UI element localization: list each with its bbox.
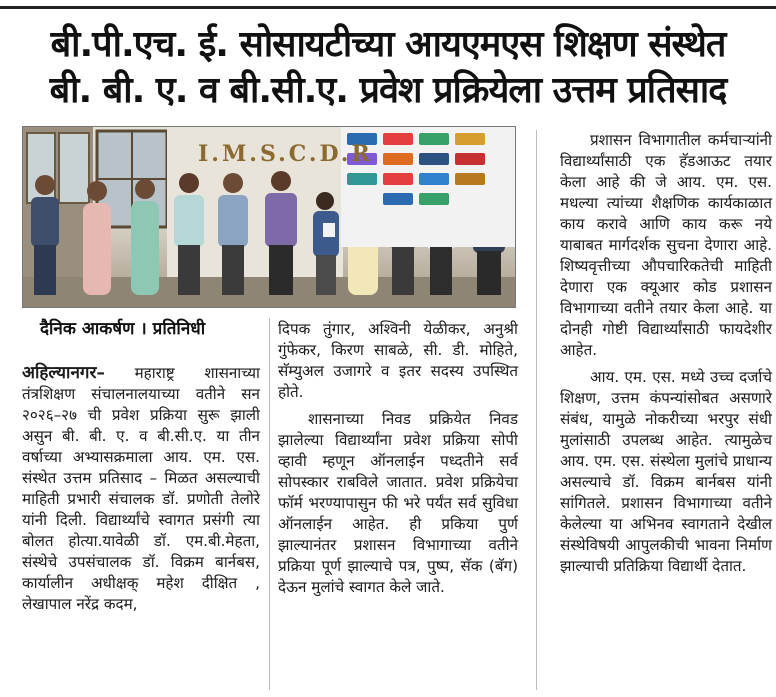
dateline: अहिल्यानगर–: [22, 363, 105, 383]
article-column-3: [560, 130, 772, 577]
column-divider: [269, 318, 270, 690]
column-1-text: महाराष्ट्र शासनाच्या तंत्रशिक्षण संचालनालयाच्या वतीने सन २०२६–२७ ची प्रवेश प्रक्रिया सुरू झाली असुन बी. बी. ए. व बी.सी.ए. या तीन वर्षाच्या अभ्यासक्रमाला आय. एम. एस. संस्थेत उत्तम प्रतिसाद – मिळत असल्याची माहिती प्रभारी संचालक डॉ. प्रणोती तेलोरे यांनी दिली. विद्यार्थ्यांचे स्वागत प्रसंगी त्या बोलत होत्या.यावेळी डॉ. एम.बी.मेहता, संस्थेचे उपसंचालक डॉ. विक्रम बार्नबस, कार्यालीन अधीक्षक् महेश दीक्षित , लेखापाल नरेंद्र कदम,: [22, 364, 260, 613]
headline-line-2: बी. बी. ए. व बी.सी.ए. प्रवेश प्रक्रियेला उत्तम प्रतिसाद: [49, 70, 727, 111]
column-divider: [536, 130, 537, 690]
top-rule: [0, 6, 776, 9]
column-2-paragraph-2: शासनाच्या निवड प्रक्रियेत निवड झालेल्या विद्यार्थ्यांना प्रवेश प्रक्रिया सोपी व्हावी म्हणून ऑनलाईन पध्दतीने सर्व सोपस्कार राबविले जातात. प्रवेश प्रक्रियेचा फॉर्म भरण्यापासुन फी भरे पर्यंत सर्व सुविधा ऑनलाईन आहेत. ही प्रकिया पुर्ण झाल्यानंतर प्रशासन विभागाच्या वतीने प्रक्रिया पूर्ण झाल्याचे पत्र, पुष्प, सॅक (बॅग) देऊन मुलांचे स्वागत केले जाते.: [278, 410, 518, 596]
column-3-paragraph-2: आय. एम. एस. मध्ये उच्च दर्जाचे शिक्षण, उत्तम कंपन्यांसोबत असणारे संबंध, यामुळे नोकरीच्या भरपुर संधी मुलांसाठी उपलब्ध आहेत. त्यामुळेच आय. एम. एस. संस्थेला मुलांचे प्राधान्य असल्याचे डॉ. विक्रम बार्नबस यांनी सांगितले. प्रशासन विभागाच्या वतीने केलेल्या या अभिनव स्वागताने देखील संस्थेविषयी आपुलकीची भावना निर्माण झाल्याची प्रतिक्रिया विद्यार्थी देतात.: [560, 368, 772, 575]
news-photo: [22, 126, 516, 308]
institute-sign: I.M.S.C.D.R: [198, 141, 373, 167]
byline: दैनिक आकर्षण । प्रतिनिधी: [40, 319, 206, 339]
headline: [8, 22, 768, 114]
article-column-1: [22, 363, 260, 615]
column-2-paragraph-1: दिपक तुंगार, अश्विनी येळीकर, अनुश्री गुंफेकर, किरण साबळे, सी. डी. मोहिते, सॅम्युअल उजागरे व इतर सदस्य उपस्थित होते.: [278, 320, 518, 401]
column-3-paragraph-1: प्रशासन विभागातील कर्मचाऱ्यांनी विद्यार्थ्यांसाठी एक हॅडआऊट तयार केला आहे की जे आय. एम. एस. मधल्या त्यांच्या शैक्षणिक कार्यकाळात काय करावे आणि काय करू नये याबाबत मार्गदर्शक सुचना देणारा आहे. शिष्यवृत्तीच्या औपचारिकतेची माहिती देणारा एक क्यूआर कोड प्रशासन विभागाच्या वतीने तयार केला आहे. या दोनही गोष्टी विद्यार्थ्यांसाठी फायदेशीर आहेत.: [560, 131, 772, 359]
headline-line-1: बी.पी.एच. ई. सोसायटीच्या आयएमएस शिक्षण संस्थेत: [50, 24, 726, 65]
article-column-2: [278, 319, 518, 598]
